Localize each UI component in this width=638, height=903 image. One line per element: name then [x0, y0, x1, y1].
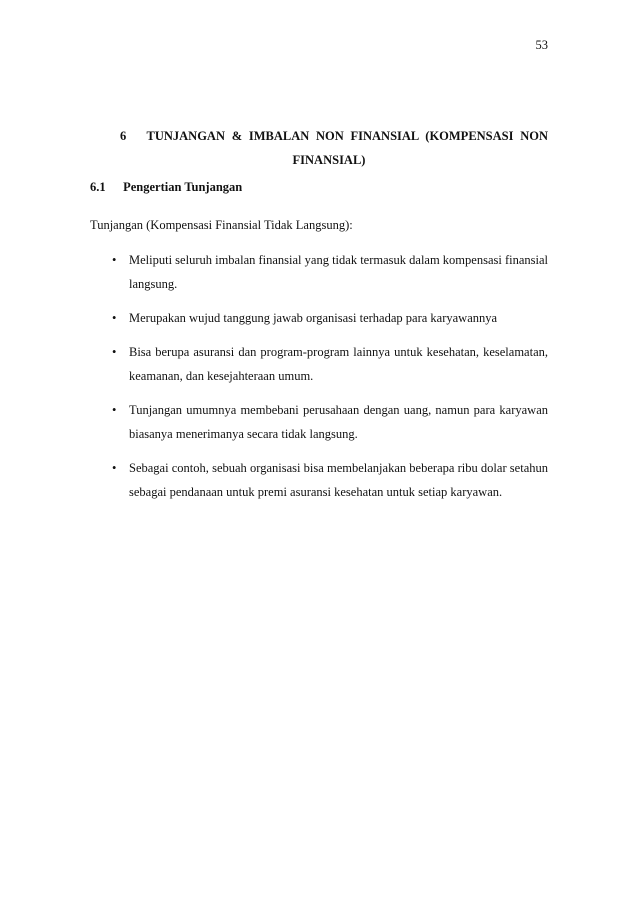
bullet-icon: • — [112, 253, 117, 267]
chapter-number: 6 — [120, 129, 127, 143]
bullet-icon: • — [112, 311, 117, 325]
section-number: 6.1 — [90, 180, 106, 194]
chapter-title-text-1: TUNJANGAN & IMBALAN NON FINANSIAL (KOMPENSASI NON — [146, 129, 548, 143]
list-item-text: Tunjangan umumnya membebani perusahaan dengan uang, namun para karyawan biasanya menerimanya secara tidak langsung. — [129, 403, 548, 441]
list-item-text: Merupakan wujud tanggung jawab organisasi terhadap para karyawannya — [129, 311, 498, 325]
list-item — [90, 340, 548, 388]
chapter-title-line1 — [90, 124, 548, 148]
list-item-text: Bisa berupa asuransi dan program-program lainnya untuk kesehatan, keselamatan, keamanan, dan kesejahteraan umum. — [129, 345, 548, 383]
bullet-icon: • — [112, 461, 117, 475]
chapter-title — [90, 124, 548, 172]
list-item — [90, 306, 548, 330]
list-item — [90, 456, 548, 504]
bullet-icon: • — [112, 345, 117, 359]
bullet-icon: • — [112, 403, 117, 417]
page-number: 53 — [535, 38, 548, 52]
list-item — [90, 398, 548, 446]
list-item — [90, 248, 548, 296]
section-title: Pengertian Tunjangan — [123, 180, 243, 194]
section-heading — [90, 180, 242, 195]
bullet-list — [90, 248, 548, 514]
intro-paragraph: Tunjangan (Kompensasi Finansial Tidak Langsung): — [90, 218, 353, 232]
list-item-text: Sebagai contoh, sebuah organisasi bisa membelanjakan beberapa ribu dolar setahun sebagai pendanaan untuk premi asuransi kesehatan untuk setiap karyawan. — [129, 461, 548, 499]
chapter-title-line2: FINANSIAL) — [292, 153, 366, 167]
list-item-text: Meliputi seluruh imbalan finansial yang tidak termasuk dalam kompensasi finansial langsung. — [129, 253, 549, 291]
